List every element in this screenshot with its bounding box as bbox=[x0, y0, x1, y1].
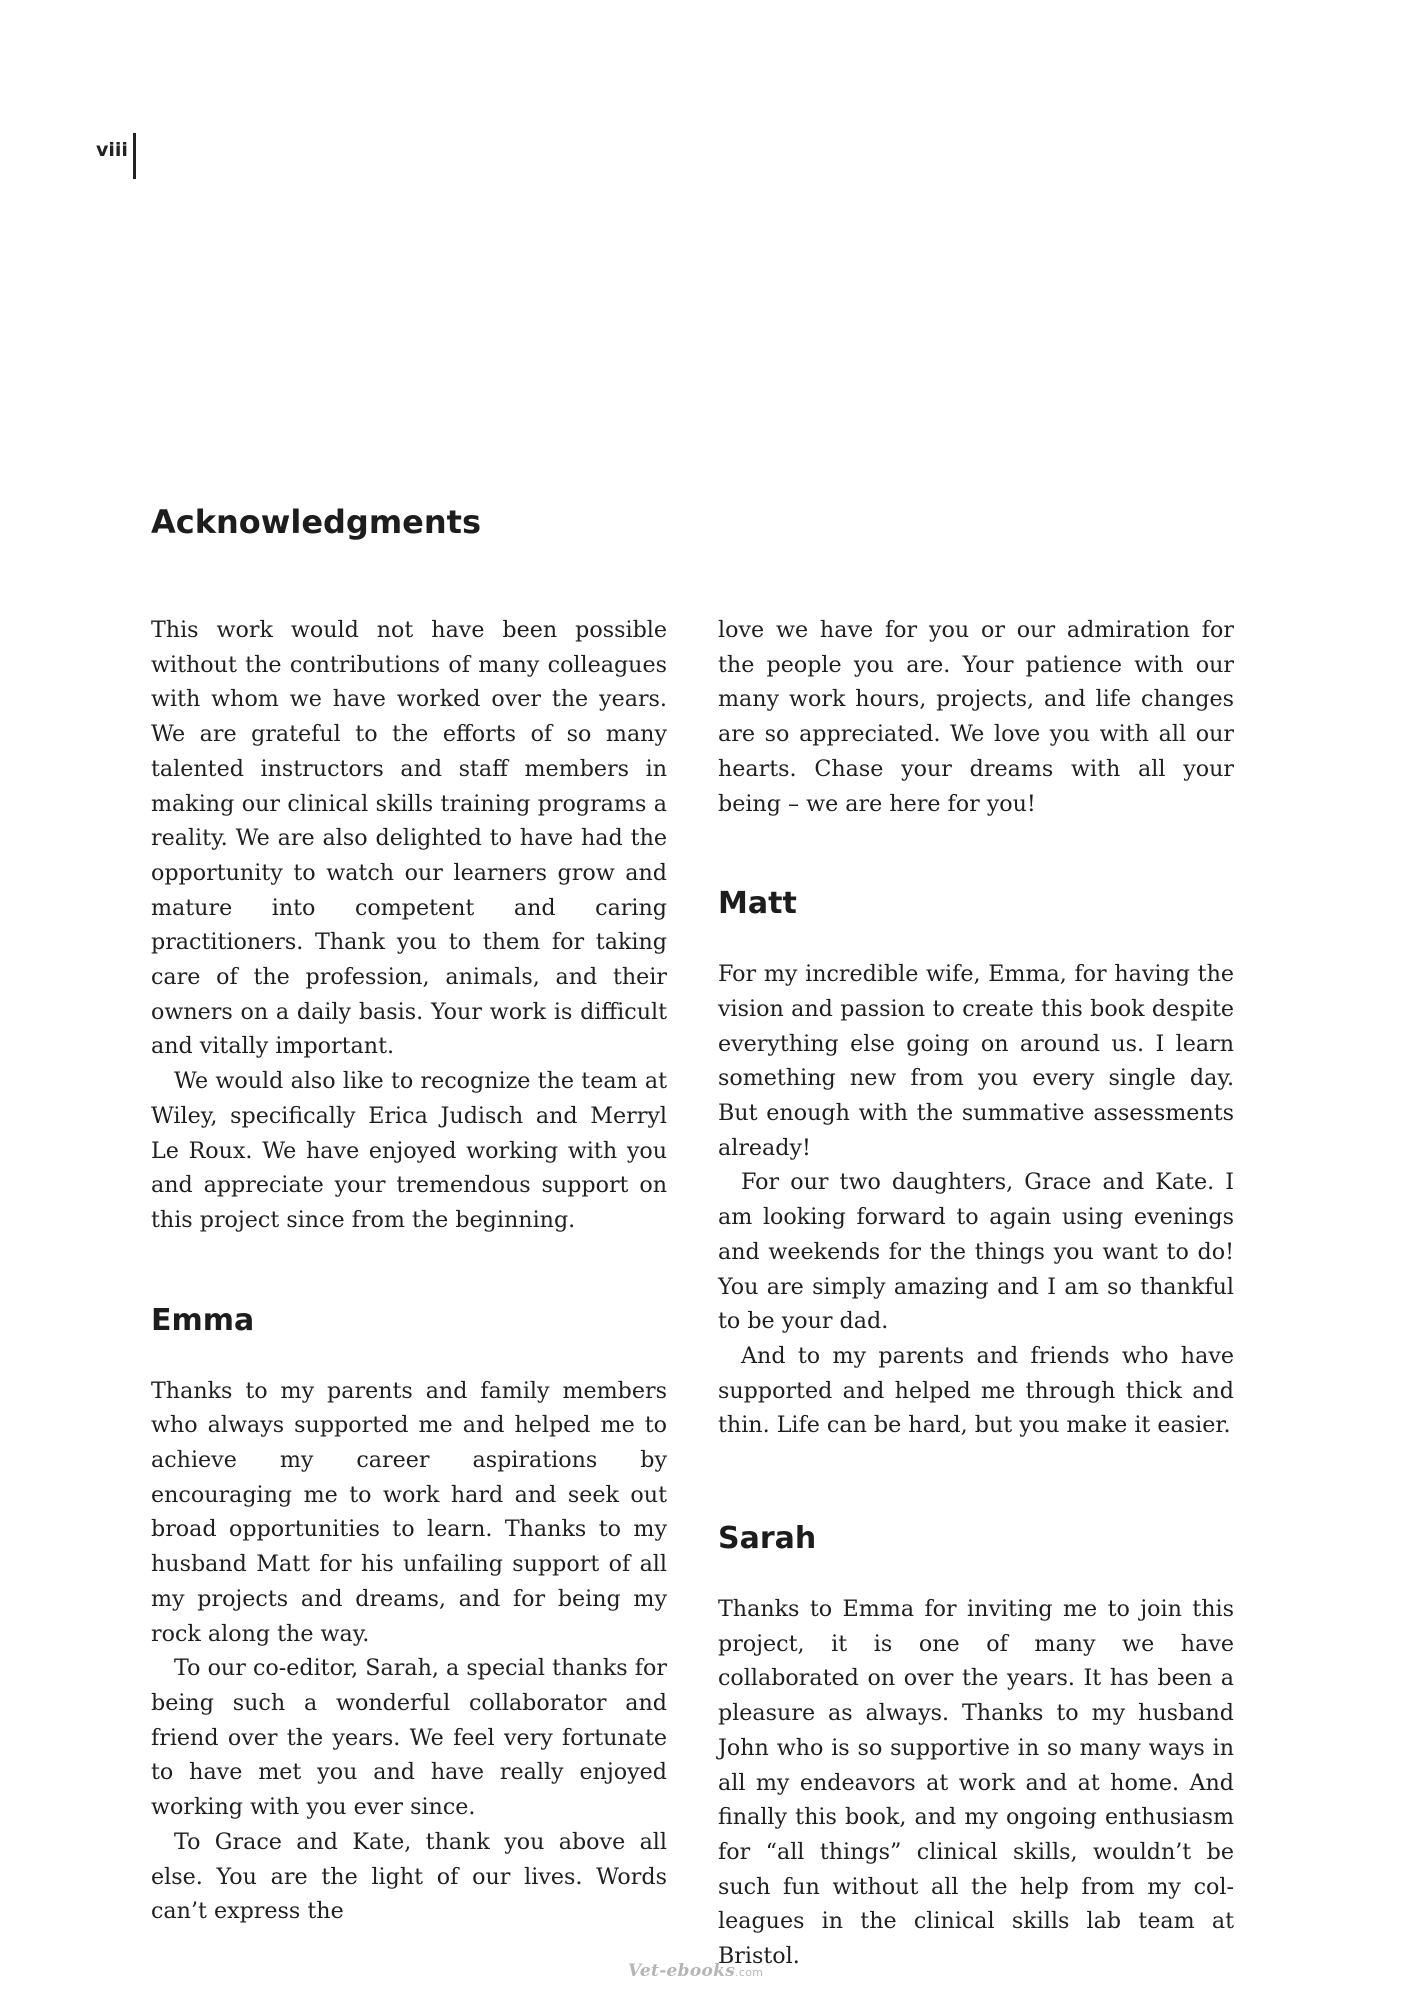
page-title: Acknowledgments bbox=[151, 503, 481, 541]
sarah-paragraph-1: Thanks to Emma for inviting me to join this project, it is one of many we have collaborated on over the years. It has been a pleasure as always. Thanks to my husband John who is so supportive in so many ways in all my endeavors at work and at home. And finally this book, and my ongoing enthusiasm for “all things” clinical skills, wouldn’t be such fun without all the help from my colleagues in the clinical skills lab team at Bristol. bbox=[718, 1596, 1234, 1970]
emma-paragraph-3: To Grace and Kate, thank you above all else. You are the light of our lives. Words can’t express the bbox=[151, 1828, 667, 1925]
emma-heading: Emma bbox=[151, 1302, 255, 1338]
watermark-logo bbox=[628, 1961, 763, 1983]
emma-paragraph-2: To our co-editor, Sarah, a special thanks for being such a wonderful collaborator and friend over the years. We feel very fortunate to have met you and have really enjoyed working with you ever since. bbox=[151, 1655, 667, 1821]
page-number: viii bbox=[96, 139, 128, 161]
matt-paragraph-1: For my incredible wife, Emma, for having the vision and passion to create this book despite everything else going on around us. I learn something new from you every single day. But enough with the summative assessments already! bbox=[718, 961, 1234, 1161]
intro-paragraph-2: We would also like to recognize the team at Wiley, specifically Erica Judisch and Merryl Le Roux. We have enjoyed working with you and appreciate your tremendous support on this project since from the beginning. bbox=[151, 1068, 667, 1233]
right-column bbox=[718, 613, 1234, 1974]
watermark-suffix: .com bbox=[735, 1966, 764, 1979]
watermark-name: Vet-ebooks bbox=[628, 1961, 736, 1981]
left-column bbox=[151, 613, 667, 1929]
sarah-heading: Sarah bbox=[718, 1521, 817, 1557]
matt-heading: Matt bbox=[718, 886, 797, 922]
intro-paragraph-1: This work would not have been possible without the contributions of many colleagues with whom we have worked over the years. We are grateful to the efforts of so many talented instructors and staff members in making our clinical skills training programs a reality. We are also delighted to have had the opportunity to watch our learners grow and mature into competent and caring practitioners. Thank you to them for taking care of the profession, animals, and their owners on a daily basis. Your work is difficult and vitally important. bbox=[151, 617, 667, 1060]
emma-paragraph-1: Thanks to my parents and family members who always supported me and helped me to achieve my career aspirations by encouraging me to work hard and seek out broad opportunities to learn. Thanks to my husband Matt for his unfailing support of all my projects and dreams, and for being my rock along the way. bbox=[151, 1377, 667, 1647]
emma-paragraph-3-continued: love we have for you or our admiration for the people you are. Your patience with our many work hours, projects, and life changes are so appreciated. We love you with all our hearts. Chase your dreams with all your being – we are here for you! bbox=[718, 617, 1234, 817]
page-number-rule bbox=[133, 133, 136, 179]
matt-paragraph-3: And to my parents and friends who have supported and helped me through thick and thin. Life can be hard, but you make it easier. bbox=[718, 1342, 1234, 1439]
matt-paragraph-2: For our two daughters, Grace and Kate. I am looking forward to again using evenings and weekends for the things you want to do! You are simply amazing and I am so thankful to be your dad. bbox=[718, 1169, 1234, 1335]
